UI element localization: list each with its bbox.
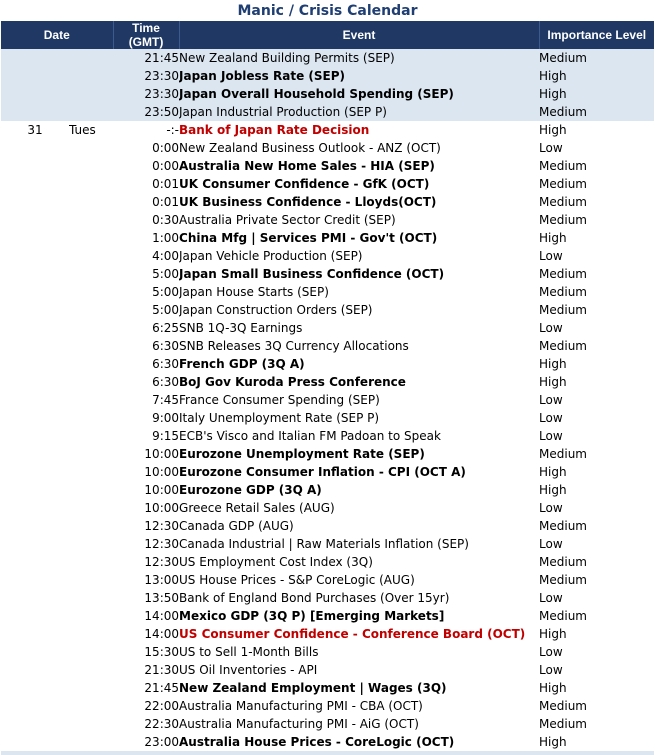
row-importance: High [539,483,567,497]
table-row [1,157,654,175]
row-date [1,301,69,319]
row-event: US to Sell 1-Month Bills [179,645,319,659]
row-date [1,661,69,679]
row-day-of-week [69,517,113,535]
row-time: 10:00 [144,483,180,497]
row-date [1,373,69,391]
table-row [1,571,654,589]
row-importance: Low [539,663,563,677]
table-row [1,121,654,139]
row-event: ECB's Visco and Italian FM Padoan to Speak [179,429,441,443]
row-time: 5:00 [152,303,180,317]
row-date [1,571,69,589]
row-importance: Medium [539,213,587,227]
row-date [1,427,69,445]
row-event: Eurozone GDP (3Q A) [179,483,322,497]
row-time: 22:30 [144,717,180,731]
row-date [1,715,69,733]
row-day-of-week [69,67,113,85]
calendar-rows [1,49,654,751]
header-row [1,21,654,49]
row-event: Japan Jobless Rate (SEP) [179,67,539,85]
row-day-of-week [69,175,113,193]
row-day-of-week [69,49,113,67]
row-time: 0:01 [152,177,180,191]
row-importance: Medium [539,573,587,587]
row-time: 22:00 [144,699,180,713]
table-row [1,193,654,211]
row-date [1,463,69,481]
row-time: 21:45 [113,49,179,67]
row-importance: Low [539,645,563,659]
table-row [1,85,654,103]
row-event: SNB 1Q-3Q Earnings [179,321,303,335]
row-event: Bank of England Bond Purchases (Over 15yr) [179,591,450,605]
row-importance: High [539,357,567,371]
row-date [1,625,69,643]
table-row [1,391,654,409]
row-event: Japan Industrial Production (SEP P) [179,103,539,121]
row-importance: Medium [539,717,587,731]
row-date [1,607,69,625]
row-event: Japan Vehicle Production (SEP) [179,249,363,263]
row-time: 14:00 [144,609,180,623]
row-time: 12:30 [144,555,180,569]
row-importance: High [539,375,567,389]
row-day-of-week: Tues [69,123,96,137]
row-date [1,337,69,355]
row-time: 9:00 [152,411,180,425]
row-time: 6:30 [152,375,180,389]
row-event: Japan Overall Household Spending (SEP) [179,85,539,103]
row-date [1,49,69,67]
row-event: Japan Construction Orders (SEP) [179,303,373,317]
table-row [1,607,654,625]
table-row [1,715,654,733]
row-day-of-week [69,427,113,445]
row-importance: Medium [539,699,587,713]
row-importance: Low [539,321,563,335]
row-time: 13:50 [144,591,180,605]
row-importance: Low [539,537,563,551]
row-date [1,319,69,337]
row-date [1,445,69,463]
row-day-of-week [69,697,113,715]
row-time: 6:30 [152,339,180,353]
row-importance: Low [539,501,563,515]
table-row [1,247,654,265]
row-day-of-week [69,355,113,373]
row-time: 14:00 [144,627,180,641]
row-date [1,229,69,247]
row-event: New Zealand Employment | Wages (3Q) [179,681,447,695]
row-time: 21:45 [144,681,180,695]
row-time: 12:30 [144,519,180,533]
row-day-of-week [69,229,113,247]
row-day-of-week [69,445,113,463]
table-row [1,463,654,481]
row-time: 23:30 [113,85,179,103]
row-importance: High [539,627,567,641]
row-event: US House Prices - S&P CoreLogic (AUG) [179,573,415,587]
table-row [1,301,654,319]
row-date [1,211,69,229]
row-event: US Employment Cost Index (3Q) [179,555,373,569]
row-importance: Medium [539,519,587,533]
column-header-date: Date [1,21,113,49]
column-header-event: Event [179,21,539,49]
row-importance: High [539,231,567,245]
row-event: Canada GDP (AUG) [179,519,294,533]
row-time: 9:15 [152,429,180,443]
row-importance: High [539,681,567,695]
row-date [1,589,69,607]
row-day-of-week [69,391,113,409]
row-importance: Medium [539,49,654,67]
row-event: Australia Private Sector Credit (SEP) [179,213,396,227]
row-day-of-week [69,715,113,733]
row-event: Australia House Prices - CoreLogic (OCT) [179,735,455,749]
row-time: 0:00 [152,159,180,173]
table-row [1,643,654,661]
row-event: Greece Retail Sales (AUG) [179,501,335,515]
row-day-of-week [69,589,113,607]
row-day-of-week [69,247,113,265]
row-importance: Low [539,393,563,407]
row-time: 12:30 [144,537,180,551]
row-day-of-week [69,607,113,625]
row-date [1,553,69,571]
table-row [1,589,654,607]
row-event: UK Business Confidence - Lloyds(OCT) [179,195,437,209]
row-event: BoJ Gov Kuroda Press Conference [179,375,406,389]
row-event: New Zealand Building Permits (SEP) [179,49,539,67]
row-day-of-week [69,499,113,517]
table-row [1,265,654,283]
table-row [1,373,654,391]
table-row [1,445,654,463]
row-time: 10:00 [144,447,180,461]
table-row [1,229,654,247]
row-time: 7:45 [152,393,180,407]
row-date [1,283,69,301]
row-event: SNB Releases 3Q Currency Allocations [179,339,409,353]
row-importance: Medium [539,267,587,281]
row-importance: High [539,123,567,137]
row-date [1,193,69,211]
row-importance: Medium [539,159,587,173]
table-row [1,175,654,193]
row-importance: Low [539,249,563,263]
row-importance: Medium [539,609,587,623]
row-date [1,103,69,121]
row-importance: Medium [539,447,587,461]
row-time: 10:00 [144,465,180,479]
row-importance: Low [539,141,563,155]
row-day-of-week [69,373,113,391]
row-date [1,139,69,157]
row-day-of-week [69,211,113,229]
table-row [1,481,654,499]
row-day-of-week [69,571,113,589]
row-time: 4:00 [152,249,180,263]
table-row [1,553,654,571]
row-importance: Medium [539,195,587,209]
table-row [1,517,654,535]
row-event: UK Consumer Confidence - GfK (OCT) [179,177,430,191]
row-date [1,355,69,373]
row-importance: Medium [539,285,587,299]
table-row [1,625,654,643]
row-day-of-week [69,319,113,337]
row-event: Japan House Starts (SEP) [179,285,329,299]
table-row [1,661,654,679]
row-day-of-week [69,481,113,499]
row-day-of-week [69,679,113,697]
calendar-table [1,21,654,751]
table-row [1,337,654,355]
row-time: 5:00 [152,267,180,281]
table-row [1,697,654,715]
row-importance: Medium [539,555,587,569]
row-time: -:- [166,123,180,137]
row-time: 0:01 [152,195,180,209]
row-event: French GDP (3Q A) [179,357,305,371]
row-importance: Low [539,429,563,443]
row-day-of-week [69,733,113,751]
table-row [1,427,654,445]
row-date [1,409,69,427]
table-row [1,679,654,697]
row-day-of-week [69,625,113,643]
row-date [1,391,69,409]
row-day-of-week [69,463,113,481]
row-event: US Oil Inventories - API [179,663,318,677]
table-row [1,139,654,157]
row-day-of-week [69,103,113,121]
row-time: 13:00 [144,573,180,587]
row-event: New Zealand Business Outlook - ANZ (OCT) [179,141,441,155]
row-time: 15:30 [144,645,180,659]
row-event: Australia Manufacturing PMI - AiG (OCT) [179,717,419,731]
row-importance: High [539,735,567,749]
page-title: Manic / Crisis Calendar [237,3,418,19]
row-event: Australia Manufacturing PMI - CBA (OCT) [179,699,423,713]
row-day-of-week [69,85,113,103]
row-time: 0:30 [152,213,180,227]
table-row [1,211,654,229]
column-header-importance: Importance Level [539,21,654,49]
row-event: Eurozone Consumer Inflation - CPI (OCT A) [179,465,466,479]
row-date [1,175,69,193]
table-row [1,67,654,85]
row-date [1,643,69,661]
row-event: Bank of Japan Rate Decision [179,123,370,137]
row-day-of-week [69,553,113,571]
row-event: Mexico GDP (3Q P) [Emerging Markets] [179,609,445,623]
row-time: 1:00 [152,231,180,245]
row-importance: High [539,67,654,85]
row-date [1,157,69,175]
row-day-of-week [69,283,113,301]
table-row [1,535,654,553]
row-day-of-week [69,193,113,211]
row-date: 31 [27,123,43,137]
row-importance: Medium [539,303,587,317]
row-date [1,481,69,499]
row-time: 23:50 [113,103,179,121]
table-row [1,355,654,373]
row-event: Australia New Home Sales - HIA (SEP) [179,159,435,173]
row-importance: Medium [539,103,654,121]
row-time: 21:30 [144,663,180,677]
row-day-of-week [69,661,113,679]
row-event: US Consumer Confidence - Conference Board (OCT) [179,627,526,641]
row-importance: Medium [539,177,587,191]
row-time: 23:00 [144,735,180,749]
row-time: 5:00 [152,285,180,299]
row-day-of-week [69,157,113,175]
row-time: 6:30 [152,357,180,371]
row-date [1,85,69,103]
table-row [1,733,654,751]
row-event: France Consumer Spending (SEP) [179,393,380,407]
table-row [1,283,654,301]
row-day-of-week [69,643,113,661]
row-importance: High [539,85,654,103]
row-importance: Low [539,411,563,425]
row-importance: High [539,465,567,479]
row-day-of-week [69,337,113,355]
table-row [1,499,654,517]
row-date [1,265,69,283]
row-event: Canada Industrial | Raw Materials Inflation (SEP) [179,537,469,551]
row-date [1,697,69,715]
row-day-of-week [69,409,113,427]
row-event: Eurozone Unemployment Rate (SEP) [179,447,425,461]
table-row [1,319,654,337]
table-row [1,409,654,427]
row-event: Italy Unemployment Rate (SEP P) [179,411,380,425]
row-date [1,517,69,535]
row-date [1,247,69,265]
row-day-of-week [69,535,113,553]
row-day-of-week [69,265,113,283]
row-date [1,67,69,85]
row-date [1,679,69,697]
row-time: 6:25 [152,321,180,335]
row-event: China Mfg | Services PMI - Gov't (OCT) [179,231,438,245]
row-importance: Medium [539,339,587,353]
row-date [1,535,69,553]
row-event: Japan Small Business Confidence (OCT) [179,267,445,281]
row-day-of-week [69,301,113,319]
row-day-of-week [69,139,113,157]
table-row [1,49,654,67]
row-date [1,499,69,517]
table-bottom-strip [1,751,654,755]
row-time: 10:00 [144,501,180,515]
column-header-time: Time (GMT) [113,21,179,49]
row-time: 23:30 [113,67,179,85]
table-row [1,103,654,121]
row-date [1,733,69,751]
row-importance: Low [539,591,563,605]
row-time: 0:00 [152,141,180,155]
